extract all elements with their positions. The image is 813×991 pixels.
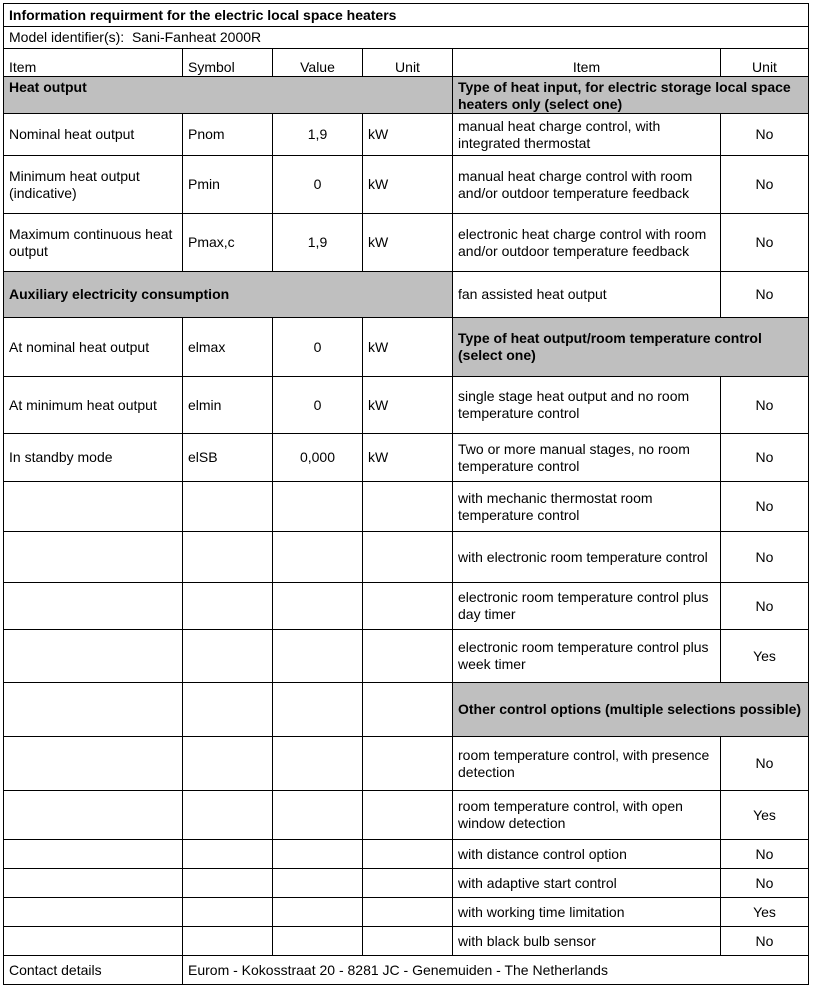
row-symbol: Pmax,c [183,214,273,272]
header-unit-right: Unit [721,49,809,77]
right-unit: No [721,737,809,791]
right-unit: No [721,927,809,956]
right-item: manual heat charge control, with integrated thermostat [453,114,721,156]
row-unit: kW [363,318,453,377]
right-item: with distance control option [453,840,721,869]
row-item: Minimum heat output (indicative) [4,156,183,214]
right-unit: No [721,434,809,482]
contact-label: Contact details [4,956,183,985]
right-unit: No [721,272,809,318]
right-unit: Yes [721,791,809,840]
right-unit: No [721,114,809,156]
header-item: Item [4,49,183,77]
right-item: with working time limitation [453,898,721,927]
right-unit: No [721,583,809,630]
row-unit: kW [363,156,453,214]
section-room-control: Type of heat output/room temperature control (select one) [453,318,809,377]
row-symbol: elmax [183,318,273,377]
right-item: electronic room temperature control plus week timer [453,630,721,683]
header-value: Value [273,49,363,77]
row-unit: kW [363,114,453,156]
right-item: fan assisted heat output [453,272,721,318]
row-item: At minimum heat output [4,377,183,434]
contact-value: Eurom - Kokosstraat 20 - 8281 JC - Genemuiden - The Netherlands [183,956,809,985]
section-heat-input: Type of heat input, for electric storage local space heaters only (select one) [453,77,809,114]
right-unit: No [721,840,809,869]
model-identifier-row [4,27,809,49]
row-value: 0 [273,377,363,434]
row-unit: kW [363,434,453,482]
header-unit: Unit [363,49,453,77]
row-value: 1,9 [273,114,363,156]
table-title: Information requirment for the electric local space heaters [4,4,809,27]
row-symbol: elSB [183,434,273,482]
right-item: electronic room temperature control plus day timer [453,583,721,630]
row-item: In standby mode [4,434,183,482]
right-unit: No [721,156,809,214]
row-unit: kW [363,377,453,434]
section-other-control: Other control options (multiple selections possible) [453,683,809,737]
right-item: with mechanic thermostat room temperature control [453,482,721,532]
right-unit: Yes [721,630,809,683]
row-value: 0 [273,318,363,377]
right-item: single stage heat output and no room temperature control [453,377,721,434]
right-item: room temperature control, with presence detection [453,737,721,791]
right-unit: Yes [721,898,809,927]
right-item: electronic heat charge control with room and/or outdoor temperature feedback [453,214,721,272]
right-unit: No [721,532,809,583]
right-unit: No [721,214,809,272]
row-value: 0 [273,156,363,214]
right-item: with electronic room temperature control [453,532,721,583]
row-item: Nominal heat output [4,114,183,156]
row-item: At nominal heat output [4,318,183,377]
right-unit: No [721,482,809,532]
row-symbol: Pmin [183,156,273,214]
row-value: 1,9 [273,214,363,272]
right-unit: No [721,377,809,434]
right-item: room temperature control, with open window detection [453,791,721,840]
section-auxiliary: Auxiliary electricity consumption [4,272,453,318]
right-item: with black bulb sensor [453,927,721,956]
right-item: manual heat charge control with room and/or outdoor temperature feedback [453,156,721,214]
header-symbol: Symbol [183,49,273,77]
row-symbol: Pnom [183,114,273,156]
row-unit: kW [363,214,453,272]
header-item-right: Item [453,49,721,77]
right-item: with adaptive start control [453,869,721,898]
model-identifier-value: Sani-Fanheat 2000R [131,29,262,45]
row-value: 0,000 [273,434,363,482]
heater-info-table [3,3,809,985]
section-heat-output: Heat output [4,77,453,114]
right-item: Two or more manual stages, no room temperature control [453,434,721,482]
row-symbol: elmin [183,377,273,434]
right-unit: No [721,869,809,898]
model-identifier-label: Model identifier(s): [9,29,125,45]
row-item: Maximum continuous heat output [4,214,183,272]
